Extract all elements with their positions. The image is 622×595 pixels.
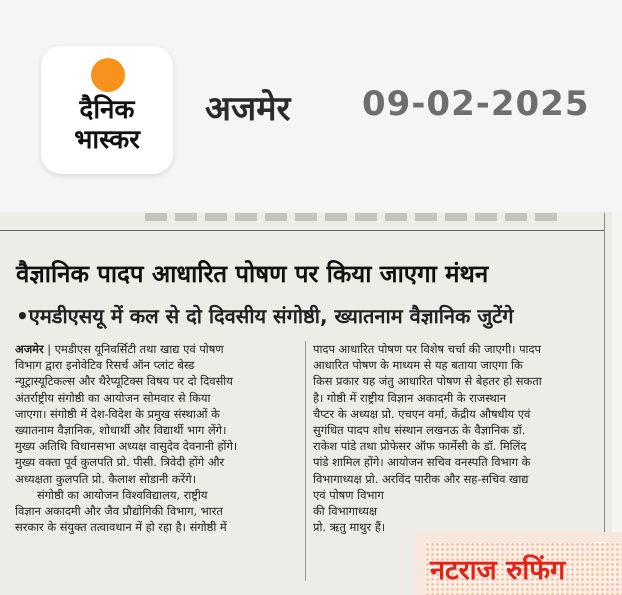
column-line: आधारित पोषण के माध्यम से यह बताया जाएगा कि: [313, 358, 523, 373]
column-line: ख्यातनाम वैज्ञानिक, शोधार्थी और विद्यार्थी भाग लेंगे।: [15, 423, 227, 438]
column-line: मुख्य अतिथि विधानसभा अध्यक्ष वासुदेव देवनानी होंगे।: [15, 439, 238, 454]
dainik-bhaskar-logo: [41, 46, 173, 174]
logo-text-line1: दैनिक: [79, 95, 135, 125]
article-headline: वैज्ञानिक पादप आधारित पोषण पर किया जाएगा मंथन: [16, 260, 489, 288]
edition-date: 09-02-2025: [362, 84, 590, 124]
column-line: विभाग द्वारा इनोवेटिव रिसर्च ऑन प्लांट बेस्ड: [15, 358, 195, 373]
column-line: पादप आधारित पोषण पर विशेष चर्चा की जाएगी। पादप: [313, 342, 542, 356]
column-line: अजमेर | एमडीएस यूनिवर्सिटी तथा खाद्य एवं पोषण: [15, 342, 224, 356]
column-line: मुख्य वक्ता पूर्व कुलपति प्रो. पीसी. त्रिवेदी होंगे और: [15, 455, 225, 470]
logo-text-line2: भास्कर: [74, 125, 140, 155]
column-line: किस प्रकार यह जंतु आधारित पोषण से बेहतर हो सकता: [313, 374, 542, 389]
article-column-2: [313, 341, 601, 535]
column-divider: [305, 341, 306, 581]
header-bar: [0, 0, 622, 210]
article-subheadline: •एमडीएसयू में कल से दो दिवसीय संगोष्ठी, ख्यातनाम वैज्ञानिक जुटेंगे: [16, 304, 514, 328]
faint-top-text: [145, 213, 565, 221]
column-line: है। गोष्ठी में राष्ट्रीय विज्ञान अकादमी के राजस्थान: [313, 390, 506, 405]
sun-icon: [91, 58, 125, 92]
column-line: सरकार के संयुक्त तत्वावधान में हो रहा है। संगोष्ठी में: [15, 520, 227, 535]
column-line: राकेश पांडे तथा प्रोफेसर ऑफ फार्मेसी के डॉ. मिलिंद: [313, 439, 527, 454]
column-line: की विभागाध्यक्ष: [313, 504, 377, 519]
article-column-1: [15, 341, 298, 535]
top-rule: [0, 230, 605, 231]
column-line: पांडे शामिल होंगे। आयोजन सचिव वनस्पति विभाग के: [313, 455, 531, 470]
ad-title: नटराज रुफिंग: [430, 555, 566, 586]
column-line: प्रो. ऋतु माथुर हैं।: [313, 520, 386, 535]
column-line: सुगंधित पादप शोध संस्थान लखनऊ के वैज्ञानिक डॉ.: [313, 423, 526, 438]
column-line: अध्यक्षता कुलपति प्रो. कैलाश सोडानी करेंगे।: [15, 471, 197, 486]
column-line: एवं पोषण विभाग: [313, 487, 384, 502]
edition-city: अजमेर: [205, 89, 291, 129]
column-line: चैप्टर के अध्यक्ष प्रो. एचएन वर्मा, केंद्रीय औषधीय एवं: [313, 406, 531, 421]
dateline: अजमेर: [15, 342, 44, 356]
column-line: विज्ञान अकादमी और जैव प्रौद्योगिकी विभाग, भारत: [15, 504, 223, 519]
column-line: विभागाध्यक्ष प्रो. अरविंद पारीक और सह-सचिव खाद्य: [313, 471, 529, 486]
column-line: अंतर्राष्ट्रीय संगोष्ठी का आयोजन सोमवार से किया: [15, 390, 211, 405]
column-line: जाएगा। संगोष्ठी में देश-विदेश के प्रमुख संस्थाओं के: [15, 406, 220, 421]
column-line: संगोष्ठी का आयोजन विश्वविद्यालय, राष्ट्रीय: [37, 487, 208, 502]
column-line: न्यूट्रास्यूटिकल्स और थैरेप्यूटिक्स विषय पर दो दिवसीय: [15, 374, 233, 389]
